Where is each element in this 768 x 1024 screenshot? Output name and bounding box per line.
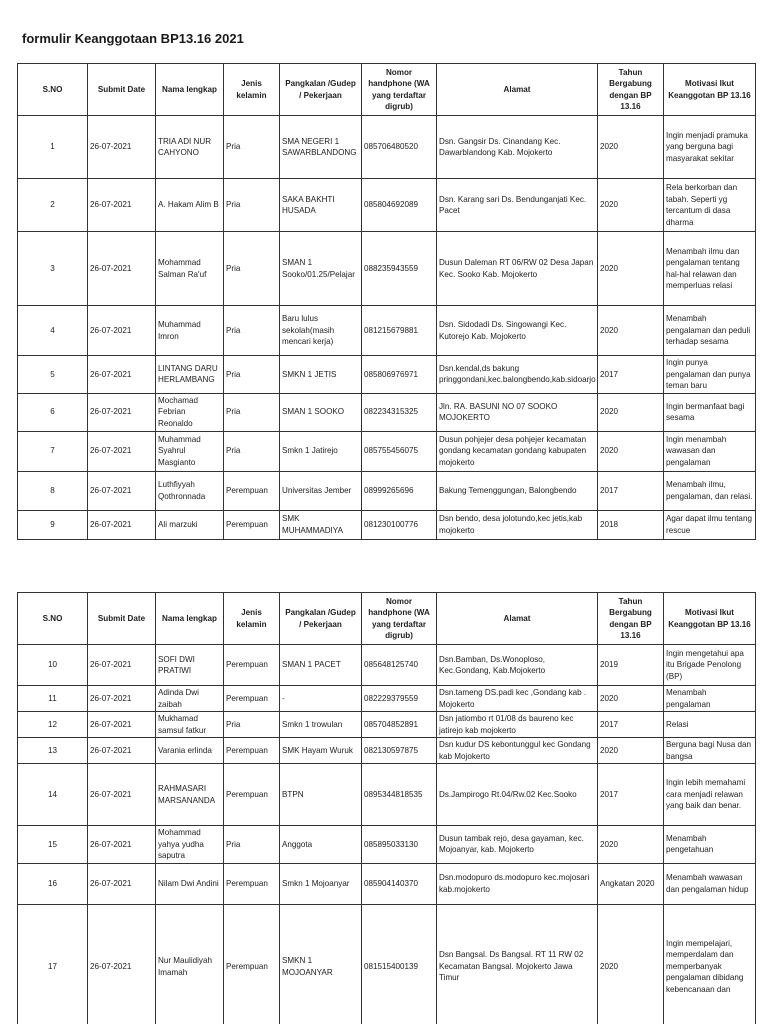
cell-gender: Pria [224,356,280,394]
cell-address: Bakung Temenggungan, Balongbendo [437,471,598,510]
cell-phone: 08999265696 [362,471,437,510]
cell-name: LINTANG DARU HERLAMBANG [156,356,224,394]
cell-pangkalan: SMA NEGERI 1 SAWARBLANDONG [280,116,362,179]
cell-address: Dusun pohjejer desa pohjejer kecamatan gondang kecamatan gondang kabupaten mojokerto [437,431,598,471]
table-row [18,712,756,738]
cell-submit-date: 26-07-2021 [88,738,156,764]
membership-table-1 [17,63,756,540]
table-row [18,431,756,471]
cell-pangkalan: Smkn 1 Mojoanyar [280,863,362,904]
cell-year-joined: Angkatan 2020 [598,863,664,904]
cell-address: Dsn.kendal,ds bakung pringgondani,kec.balongbendo,kab.sidoarjo [437,356,598,394]
cell-address: Dsn Bangsal. Ds Bangsal. RT 11 RW 02 Kecamatan Bangsal. Mojokerto Jawa Timur [437,904,598,1024]
cell-sno: 10 [18,645,88,686]
column-header: S.NO [18,64,88,116]
cell-motivation: Rela berkorban dan tabah. Seperti yg tercantum di dasa dharma [664,179,756,232]
cell-motivation: Ingin mengetahui apa itu Brigade Penolong (BP) [664,645,756,686]
cell-phone: 085806976971 [362,356,437,394]
column-header: Pangkalan /Gudep / Pekerjaan [280,64,362,116]
cell-name: Mohammad Salman Ra'uf [156,232,224,306]
cell-address: Dusun Daleman RT 06/RW 02 Desa Japan Kec. Sooko Kab. Mojokerto [437,232,598,306]
column-header: Nomor handphone (WA yang terdaftar digrub) [362,593,437,645]
column-header: Tahun Bergabung dengan BP 13.16 [598,593,664,645]
cell-address: Dusun tambak rejo, desa gayaman, kec. Mojoanyar, kab. Mojokerto [437,826,598,864]
cell-sno: 6 [18,393,88,431]
cell-year-joined: 2017 [598,764,664,826]
column-header: Alamat [437,593,598,645]
cell-motivation: Agar dapat ilmu tentang rescue [664,510,756,539]
column-header: Nama lengkap [156,64,224,116]
cell-year-joined: 2020 [598,904,664,1024]
membership-table-2 [17,592,756,1024]
cell-year-joined: 2020 [598,431,664,471]
cell-pangkalan: SAKA BAKHTI HUSADA [280,179,362,232]
cell-submit-date: 26-07-2021 [88,645,156,686]
cell-pangkalan: Smkn 1 Jatirejo [280,431,362,471]
cell-gender: Pria [224,232,280,306]
cell-year-joined: 2018 [598,510,664,539]
cell-year-joined: 2020 [598,738,664,764]
cell-sno: 11 [18,686,88,712]
cell-name: Muhammad Imron [156,306,224,356]
cell-gender: Perempuan [224,471,280,510]
cell-motivation: Ingin punya pengalaman dan punya teman baru [664,356,756,394]
cell-submit-date: 26-07-2021 [88,826,156,864]
cell-sno: 1 [18,116,88,179]
cell-submit-date: 26-07-2021 [88,306,156,356]
cell-gender: Pria [224,179,280,232]
cell-submit-date: 26-07-2021 [88,356,156,394]
table-row [18,686,756,712]
column-header: Submit Date [88,593,156,645]
cell-address: Dsn. Gangsir Ds. Cinandang Kec. Dawarblandong Kab. Mojokerto [437,116,598,179]
cell-name: Mohammad yahya yudha saputra [156,826,224,864]
cell-submit-date: 26-07-2021 [88,431,156,471]
cell-motivation: Menambah ilmu, pengalaman, dan relasi. [664,471,756,510]
cell-address: Dsn.Bamban, Ds.Wonoploso, Kec.Gondang, Kab.Mojokerto [437,645,598,686]
cell-gender: Perempuan [224,764,280,826]
cell-gender: Pria [224,393,280,431]
cell-pangkalan: Anggota [280,826,362,864]
cell-phone: 088235943559 [362,232,437,306]
cell-phone: 085704852891 [362,712,437,738]
cell-year-joined: 2017 [598,712,664,738]
cell-gender: Perempuan [224,904,280,1024]
cell-sno: 8 [18,471,88,510]
table-row [18,179,756,232]
column-header: S.NO [18,593,88,645]
cell-motivation: Ingin lebih memahami cara menjadi relawan yang baik dan benar. [664,764,756,826]
cell-pangkalan: - [280,686,362,712]
cell-year-joined: 2017 [598,471,664,510]
cell-submit-date: 26-07-2021 [88,686,156,712]
cell-submit-date: 26-07-2021 [88,471,156,510]
cell-submit-date: 26-07-2021 [88,904,156,1024]
cell-year-joined: 2020 [598,826,664,864]
cell-submit-date: 26-07-2021 [88,764,156,826]
cell-gender: Pria [224,431,280,471]
cell-year-joined: 2019 [598,645,664,686]
cell-pangkalan: SMK Hayam Wuruk [280,738,362,764]
cell-gender: Pria [224,306,280,356]
cell-phone: 085755456075 [362,431,437,471]
cell-motivation: Menambah pengetahuan [664,826,756,864]
cell-phone: 081515400139 [362,904,437,1024]
cell-name: Luthfiyyah Qothronnada [156,471,224,510]
cell-pangkalan: SMAN 1 PACET [280,645,362,686]
cell-sno: 12 [18,712,88,738]
cell-sno: 13 [18,738,88,764]
table-row [18,510,756,539]
cell-pangkalan: Smkn 1 trowulan [280,712,362,738]
cell-address: Dsn jatiombo rt 01/08 ds baureno kec jatirejo kab mojokerto [437,712,598,738]
cell-sno: 5 [18,356,88,394]
cell-submit-date: 26-07-2021 [88,712,156,738]
column-header: Motivasi Ikut Keanggotan BP 13.16 [664,593,756,645]
column-header: Nama lengkap [156,593,224,645]
cell-name: Muhammad Syahrul Masgianto [156,431,224,471]
cell-gender: Pria [224,712,280,738]
cell-motivation: Ingin mempelajari, memperdalam dan memperbanyak pengalaman dibidang kebencanaan dan [664,904,756,1024]
cell-year-joined: 2020 [598,686,664,712]
cell-name: Nur Maulidiyah Imamah [156,904,224,1024]
cell-gender: Perempuan [224,738,280,764]
cell-motivation: Menambah pengalaman dan peduli terhadap sesama [664,306,756,356]
column-header: Alamat [437,64,598,116]
cell-year-joined: 2020 [598,306,664,356]
cell-motivation: Menambah ilmu dan pengalaman tentang hal-hal relawan dan memperluas relasi [664,232,756,306]
table-row [18,393,756,431]
table-row [18,764,756,826]
cell-phone: 082234315325 [362,393,437,431]
column-header: Submit Date [88,64,156,116]
table-row [18,471,756,510]
table-row [18,116,756,179]
cell-address: Dsn bendo, desa jolotundo,kec jetis,kab mojokerto [437,510,598,539]
cell-motivation: Berguna bagi Nusa dan bangsa [664,738,756,764]
column-header: Motivasi Ikut Keanggotan BP 13.16 [664,64,756,116]
cell-address: Dsn.modopuro ds.modopuro kec.mojosari kab.mojokerto [437,863,598,904]
cell-name: A. Hakam Alim B [156,179,224,232]
table-row [18,738,756,764]
cell-phone: 081230100776 [362,510,437,539]
cell-gender: Perempuan [224,645,280,686]
cell-year-joined: 2020 [598,232,664,306]
cell-address: Dsn. Sidodadi Ds. Singowangi Kec. Kutorejo Kab. Mojokerto [437,306,598,356]
column-header: Pangkalan /Gudep / Pekerjaan [280,593,362,645]
cell-pangkalan: BTPN [280,764,362,826]
cell-sno: 15 [18,826,88,864]
cell-year-joined: 2020 [598,393,664,431]
cell-submit-date: 26-07-2021 [88,179,156,232]
cell-submit-date: 26-07-2021 [88,393,156,431]
cell-name: RAHMASARI MARSANANDA [156,764,224,826]
cell-motivation: Relasi [664,712,756,738]
cell-sno: 14 [18,764,88,826]
cell-pangkalan: SMKN 1 JETIS [280,356,362,394]
cell-year-joined: 2020 [598,179,664,232]
cell-name: TRIA ADI NUR CAHYONO [156,116,224,179]
cell-motivation: Ingin menambah wawasan dan pengalaman [664,431,756,471]
cell-sno: 3 [18,232,88,306]
cell-name: Mochamad Febrian Reonaldo [156,393,224,431]
cell-pangkalan: SMAN 1 SOOKO [280,393,362,431]
table-row [18,356,756,394]
cell-name: Varania erlinda [156,738,224,764]
cell-motivation: Ingin bermanfaat bagi sesama [664,393,756,431]
cell-address: Dsn. Karang sari Ds. Bendunganjati Kec. Pacet [437,179,598,232]
cell-phone: 085904140370 [362,863,437,904]
cell-address: Dsn kudur DS kebontunggul kec Gondang kab Mojokerto [437,738,598,764]
table-row [18,826,756,864]
table-row [18,232,756,306]
cell-year-joined: 2020 [598,116,664,179]
cell-gender: Pria [224,116,280,179]
cell-sno: 4 [18,306,88,356]
cell-pangkalan: Universitas Jember [280,471,362,510]
cell-sno: 16 [18,863,88,904]
cell-name: Ali marzuki [156,510,224,539]
cell-address: Ds.Jampirogo Rt.04/Rw.02 Kec.Sooko [437,764,598,826]
page-title: formulir Keanggotaan BP13.16 2021 [22,31,244,46]
cell-year-joined: 2017 [598,356,664,394]
cell-pangkalan: SMK MUHAMMADIYA [280,510,362,539]
cell-sno: 2 [18,179,88,232]
cell-motivation: Menambah wawasan dan pengalaman hidup [664,863,756,904]
cell-name: Mukhamad samsul fatkur [156,712,224,738]
cell-address: Dsn.tameng DS.padi kec ,Gondang kab . Mojokerto [437,686,598,712]
column-header: Jenis kelamin [224,593,280,645]
cell-name: Nilam Dwi Andini [156,863,224,904]
cell-sno: 17 [18,904,88,1024]
cell-submit-date: 26-07-2021 [88,232,156,306]
cell-pangkalan: SMAN 1 Sooko/01.25/Pelajar [280,232,362,306]
column-header: Tahun Bergabung dengan BP 13.16 [598,64,664,116]
cell-phone: 0895344818535 [362,764,437,826]
cell-name: SOFI DWI PRATIWI [156,645,224,686]
column-header: Jenis kelamin [224,64,280,116]
cell-submit-date: 26-07-2021 [88,863,156,904]
cell-submit-date: 26-07-2021 [88,510,156,539]
cell-pangkalan: SMKN 1 MOJOANYAR [280,904,362,1024]
cell-address: Jln. RA. BASUNI NO 07 SOOKO MOJOKERTO [437,393,598,431]
column-header: Nomor handphone (WA yang terdaftar digrub) [362,64,437,116]
table-row [18,306,756,356]
cell-sno: 7 [18,431,88,471]
cell-phone: 085804692089 [362,179,437,232]
table-row [18,863,756,904]
cell-phone: 082130597875 [362,738,437,764]
cell-phone: 082229379559 [362,686,437,712]
cell-phone: 085895033130 [362,826,437,864]
table-header-row [18,64,756,116]
cell-gender: Perempuan [224,863,280,904]
cell-phone: 085648125740 [362,645,437,686]
cell-pangkalan: Baru lulus sekolah(masih mencari kerja) [280,306,362,356]
cell-motivation: Menambah pengalaman [664,686,756,712]
cell-motivation: Ingin menjadi pramuka yang berguna bagi masyarakat sekitar [664,116,756,179]
cell-name: Adinda Dwi zaibah [156,686,224,712]
cell-submit-date: 26-07-2021 [88,116,156,179]
cell-phone: 085706480520 [362,116,437,179]
cell-gender: Perempuan [224,686,280,712]
table-header-row [18,593,756,645]
cell-phone: 081215679881 [362,306,437,356]
cell-gender: Perempuan [224,510,280,539]
table-row [18,645,756,686]
table-row [18,904,756,1024]
cell-gender: Pria [224,826,280,864]
cell-sno: 9 [18,510,88,539]
